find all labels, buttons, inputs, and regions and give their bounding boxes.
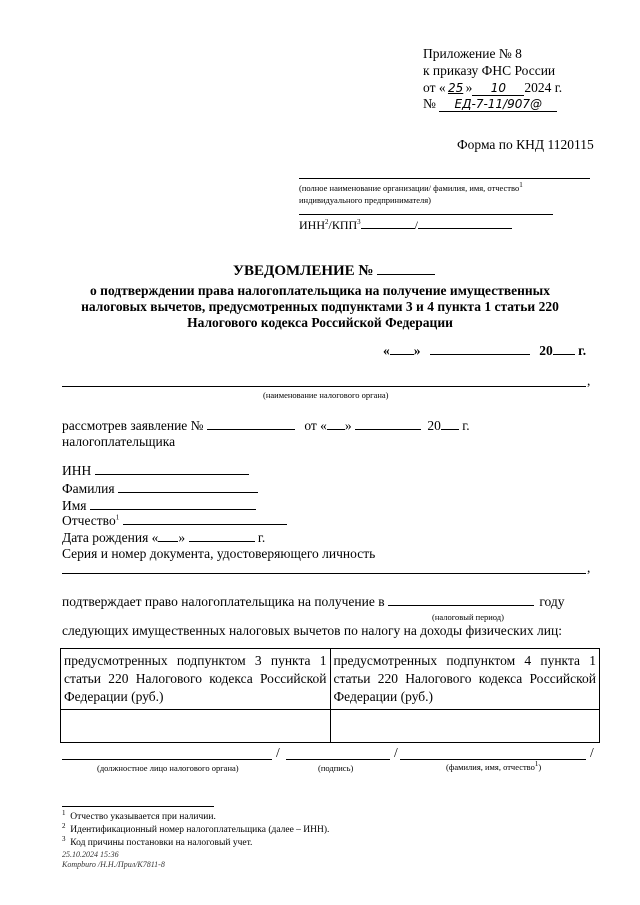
- birth-date-row: Дата рождения « » г.: [62, 530, 266, 545]
- title-line-1: о подтверждении права налогоплательщика на получение имущественных: [90, 283, 550, 298]
- table-cell-sub3-value: [61, 710, 331, 743]
- patronymic-row: Отчество$^1$: [62, 513, 287, 529]
- title-line-3: Налогового кодекса Российской Федерации: [187, 315, 453, 330]
- date-prefix: от «: [423, 80, 446, 95]
- number-value: ЕД-7-11/907@: [439, 97, 557, 112]
- position-line: [62, 759, 272, 760]
- print-stamp-line-1: 25.10.2024 15:36: [62, 850, 119, 859]
- deductions-table: [60, 648, 600, 743]
- tax-authority-line: [62, 386, 586, 387]
- footnote-separator: [62, 806, 214, 807]
- order-number: [423, 96, 557, 112]
- sign-caption: (подпись): [318, 763, 354, 773]
- recipient-name-caption-2: индивидуального предпринимателя): [299, 195, 431, 205]
- id-document-comma: ,: [587, 560, 591, 575]
- table-cell-sub4-value: [330, 710, 600, 743]
- following-deductions: следующих имущественных налоговых вычетов по налогу на доходы физических лиц:: [62, 623, 562, 638]
- fullname-line: [400, 759, 586, 760]
- date-mid: »: [465, 80, 473, 95]
- number-prefix: №: [423, 96, 436, 111]
- confirms-line: подтверждает право налогоплательщика на получение в году: [62, 594, 565, 609]
- position-caption: (должностное лицо налогового органа): [97, 763, 239, 773]
- document-date: « » 20 г.: [383, 343, 587, 358]
- application-line: рассмотрев заявление № от « » 20 г.: [62, 418, 470, 433]
- date-year: 2024 г.: [524, 80, 563, 95]
- order-date: [423, 80, 562, 96]
- signature-slash-3: /: [590, 745, 594, 760]
- title-line-2: налоговых вычетов, предусмотренных подпунктами 3 и 4 пункта 1 статьи 220: [81, 299, 559, 314]
- tax-authority-caption: (наименование налогового органа): [263, 390, 389, 400]
- table-header-sub3: предусмотренных подпунктом 3 пункта 1 статьи 220 Налогового кодекса Российской Федерации (руб.): [61, 649, 331, 710]
- footnote-3: $^3$ Код причины постановки на налоговый учет.: [62, 834, 253, 848]
- order-label: к приказу ФНС России: [423, 63, 556, 78]
- footnote-1: $^1$ Отчество указывается при наличии.: [62, 808, 216, 822]
- recipient-name-line: [299, 178, 590, 179]
- fullname-caption: (фамилия, имя, отчество$^1$): [446, 760, 542, 772]
- inn-row: ИНН: [62, 463, 249, 479]
- surname-row: Фамилия: [62, 481, 258, 497]
- print-stamp-line-2: Kompburo /Н.Н./Прил/K7811-8: [62, 860, 165, 869]
- sign-line: [286, 759, 390, 760]
- signature-slash-2: /: [394, 745, 398, 760]
- period-caption: (налоговый период): [432, 612, 504, 622]
- inn-kpp-row: ИНН$^2$/КПП$^3$ /: [299, 218, 512, 233]
- recipient-extra-line: [299, 214, 553, 215]
- id-document-label: Серия и номер документа, удостоверяющего личность: [62, 546, 376, 561]
- footnote-2: $^2$ Идентификационный номер налогоплательщика (далее – ИНН).: [62, 821, 330, 835]
- date-month: 10: [472, 81, 524, 96]
- id-document-line: [62, 573, 586, 574]
- signature-slash-1: /: [276, 745, 280, 760]
- recipient-name-caption: (полное наименование организации/ фамилия, имя, отчество$^1$: [299, 181, 523, 193]
- taxpayer-label: налогоплательщика: [62, 434, 176, 449]
- tax-authority-comma: ,: [587, 373, 591, 388]
- table-header-sub4: предусмотренных подпунктом 4 пункта 1 статьи 220 Налогового кодекса Российской Федерации (руб.): [330, 649, 600, 710]
- name-row: Имя: [62, 498, 256, 514]
- notice-title: УВЕДОМЛЕНИЕ №: [233, 263, 435, 280]
- date-day: 25: [447, 81, 464, 95]
- form-code: Форма по КНД 1120115: [457, 137, 594, 152]
- appendix-label: Приложение № 8: [423, 46, 522, 61]
